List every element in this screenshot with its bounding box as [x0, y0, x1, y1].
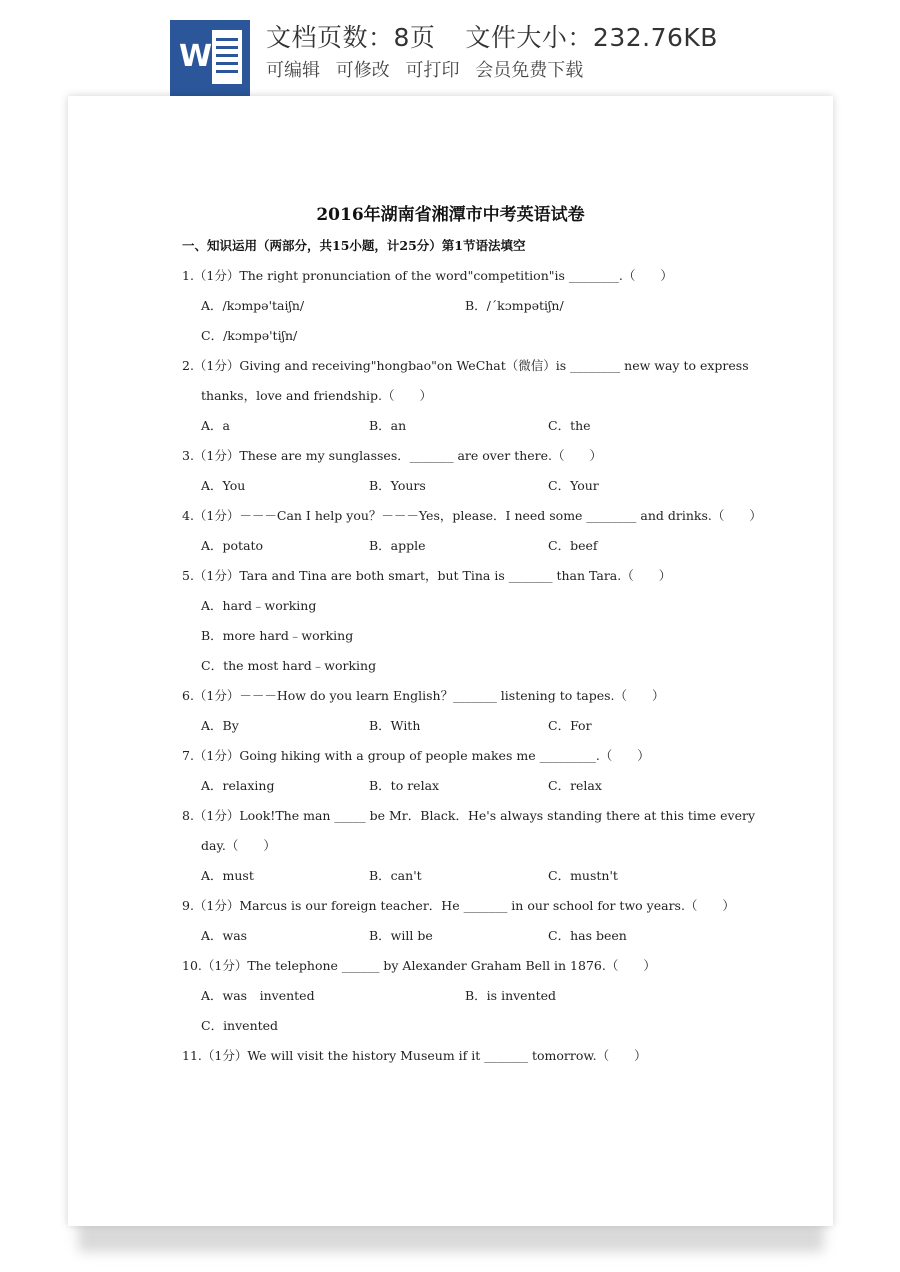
- answer-option: C．mustn't: [548, 868, 618, 883]
- document-title: 2016年湖南省湘潭市中考英语试卷: [316, 205, 585, 225]
- document-page: [68, 96, 833, 1226]
- answer-option: C．/kɔmpə'tiʃn/: [201, 328, 298, 343]
- answer-option: C．beef: [548, 538, 598, 553]
- section-heading: 一、知识运用（两部分，共15小题，计25分）第1节语法填空: [182, 238, 526, 253]
- answer-option: A．You: [201, 478, 246, 493]
- file-size: 文件大小：232.76KB: [465, 23, 718, 52]
- answer-option: C．the: [548, 418, 591, 433]
- answer-option: B．apple: [369, 538, 426, 553]
- question-stem: 1.（1分）The right pronunciation of the word"competition"is ________.（ ）: [182, 268, 673, 283]
- word-document-icon: W: [170, 20, 250, 96]
- answer-option: B．With: [369, 718, 421, 733]
- answer-option: A．By: [201, 718, 239, 733]
- answer-option: C．relax: [548, 778, 602, 793]
- answer-option: C．Your: [548, 478, 599, 493]
- feature-modifiable: 可修改: [335, 60, 390, 81]
- question-stem-continued: day.（ ）: [201, 838, 276, 853]
- question-stem: 5.（1分）Tara and Tina are both smart，but Tina is _______ than Tara.（ ）: [182, 568, 672, 583]
- feature-editable: 可编辑: [266, 60, 320, 81]
- paper-shadow: [78, 1222, 824, 1252]
- question-stem: 10.（1分）The telephone ______ by Alexander Graham Bell in 1876.（ ）: [182, 958, 656, 973]
- answer-option: C．invented: [201, 1018, 279, 1033]
- answer-option: A．hard﹣working: [201, 598, 317, 613]
- feature-free-download: 会员免费下载: [475, 60, 584, 81]
- feature-printable: 可打印: [405, 60, 460, 81]
- answer-option: C．the most hard﹣working: [201, 658, 377, 673]
- file-meta: [266, 18, 718, 54]
- question-stem: 4.（1分）－－－Can I help you？－－－Yes，please．I need some ________ and drinks.（ ）: [182, 508, 762, 523]
- feature-list: [266, 56, 593, 82]
- answer-option: B．Yours: [369, 478, 426, 493]
- answer-option: C．has been: [548, 928, 627, 943]
- question-stem: 9.（1分）Marcus is our foreign teacher．He _______ in our school for two years.（ ）: [182, 898, 735, 913]
- question-stem: 2.（1分）Giving and receiving"hongbao"on WeChat（微信）is ________ new way to express: [182, 358, 749, 373]
- answer-option: B．to relax: [369, 778, 440, 793]
- answer-option: A．was: [201, 928, 248, 943]
- question-stem-continued: thanks，love and friendship.（ ）: [201, 388, 432, 403]
- page-count: 文档页数：8页: [266, 23, 436, 52]
- answer-option: B．can't: [369, 868, 422, 883]
- question-stem: 7.（1分）Going hiking with a group of people makes me _________.（ ）: [182, 748, 650, 763]
- question-stem: 6.（1分）－－－How do you learn English？_______ listening to tapes.（ ）: [182, 688, 665, 703]
- answer-option: A．was invented: [201, 988, 315, 1003]
- question-stem: 8.（1分）Look!The man _____ be Mr．Black．He's always standing there at this time every: [182, 808, 756, 823]
- answer-option: A．must: [201, 868, 254, 883]
- answer-option: A．a: [201, 418, 230, 433]
- answer-option: B．will be: [369, 928, 433, 943]
- answer-option: C．For: [548, 718, 592, 733]
- question-stem: 11.（1分）We will visit the history Museum if it _______ tomorrow.（ ）: [182, 1048, 647, 1063]
- file-info-banner: [0, 0, 900, 96]
- question-stem: 3.（1分）These are my sunglasses．_______ are over there.（ ）: [182, 448, 603, 463]
- answer-option: B．/ˊkɔmpətiʃn/: [465, 298, 564, 313]
- answer-option: A．potato: [201, 538, 264, 553]
- answer-option: B．more hard﹣working: [201, 628, 354, 643]
- answer-option: A．/kɔmpə'taiʃn/: [201, 298, 305, 313]
- answer-option: B．an: [369, 418, 407, 433]
- answer-option: A．relaxing: [201, 778, 275, 793]
- answer-option: B．is invented: [465, 988, 557, 1003]
